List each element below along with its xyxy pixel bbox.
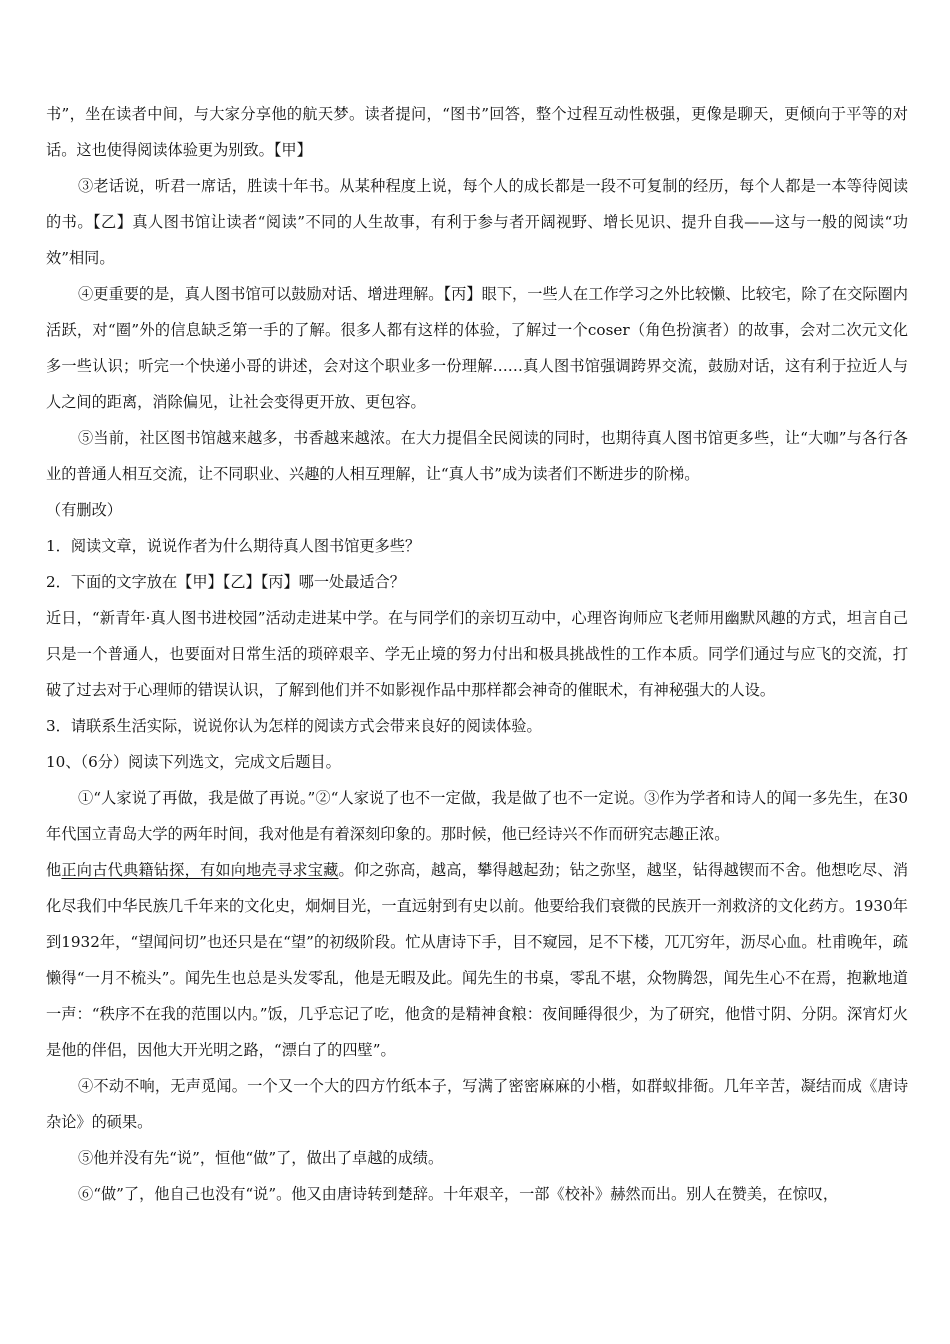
section-10-heading: 10、（6分）阅读下列选文，完成文后题目。 xyxy=(46,753,341,771)
paragraph-5: ⑤当前，社区图书馆越来越多，书香越来越浓。在大力提倡全民阅读的同时，也期待真人图书馆更多些，让“大咖”与各行各业的普通人相互交流，让不同职业、兴趣的人相互理解，让“真人书”成为读者们不断进步的阶梯。 xyxy=(46,429,908,483)
question-3: 3．请联系生活实际，说说你认为怎样的阅读方式会带来良好的阅读体验。 xyxy=(46,717,542,735)
reading-paragraph-5: ⑤他并没有先“说”，恒他“做”了，做出了卓越的成绩。 xyxy=(78,1149,444,1167)
sentence-prefix: 他 xyxy=(46,861,62,879)
question-2: 2．下面的文字放在【甲】【乙】【丙】哪一处最适合？ xyxy=(46,573,405,591)
underlined-sentence: 正向古代典籍钻探，有如向地壳寻求宝藏 xyxy=(61,861,339,879)
reading-paragraph-1: ①“人家说了再做，我是做了再说。”②“人家说了也不一定做，我是做了也不一定说。③作为学者和诗人的闻一多先生，在30年代国立青岛大学的两年时间，我对他是有着深刻印象的。那时候，他已经诗兴不作而研究志趣正浓。 xyxy=(46,789,908,843)
document-page xyxy=(46,96,908,1212)
reading-paragraph-4: ④不动不响，无声觅闻。一个又一个大的四方竹纸本子，写满了密密麻麻的小楷，如群蚁排衙。几年辛苦，凝结而成《唐诗杂论》的硕果。 xyxy=(46,1077,908,1131)
source-note: （有删改） xyxy=(46,501,122,519)
reading-paragraph-6: ⑥“做”了，他自己也没有“说”。他又由唐诗转到楚辞。十年艰辛，一部《校补》赫然而出。别人在赞美，在惊叹， xyxy=(78,1185,839,1203)
question-2-passage: 近日，“新青年·真人图书进校园”活动走进某中学。在与同学们的亲切互动中，心理咨询师应飞老师用幽默风趣的方式，坦言自己只是一个普通人，也要面对日常生活的琐碎艰辛、学无止境的努力付出和极具挑战性的工作本质。同学们通过与应飞的交流，打破了过去对于心理师的错误认识，了解到他们并不如影视作品中那样都会神奇的催眠术，有神秘强大的人设。 xyxy=(46,609,908,699)
paragraph-3: ③老话说，听君一席话，胜读十年书。从某种程度上说，每个人的成长都是一段不可复制的经历，每个人都是一本等待阅读的书。【乙】真人图书馆让读者“阅读”不同的人生故事，有利于参与者开阔视野、增长见识、提升自我——这与一般的阅读“功效”相同。 xyxy=(46,177,908,267)
question-1: 1．阅读文章，说说作者为什么期待真人图书馆更多些？ xyxy=(46,537,421,555)
reading-paragraph-1-continued xyxy=(46,852,908,1068)
paragraph-continuation: 书”，坐在读者中间，与大家分享他的航天梦。读者提问，“图书”回答，整个过程互动性极强，更像是聊天，更倾向于平等的对话。这也使得阅读体验更为别致。【甲】 xyxy=(46,105,908,159)
sentence-suffix: 。仰之弥高，越高，攀得越起劲；钻之弥坚，越坚，钻得越锲而不舍。他想吃尽、消化尽我们中华民族几千年来的文化史，炯炯目光，一直远射到有史以前。他要给我们衰微的民族开一剂救济的文化药方。1930年到1932年，“望闻问切”也还只是在“望”的初级阶段。忙从唐诗下手，目不窥园，足不下楼，兀兀穷年，沥尽心血。杜甫晚年，疏懒得“一月不梳头”。闻先生也总是头发零乱，他是无暇及此。闻先生的书桌，零乱不堪，众物腾怨，闻先生心不在焉，抱歉地道一声：“秩序不在我的范围以内。”饭，几乎忘记了吃，他贪的是精神食粮：夜间睡得很少，为了研究，他惜寸阴、分阴。深宵灯火是他的伴侣，因他大开光明之路，“漂白了的四壁”。 xyxy=(46,861,909,1059)
paragraph-4: ④更重要的是，真人图书馆可以鼓励对话、增进理解。【丙】眼下，一些人在工作学习之外比较懒、比较宅，除了在交际圈内活跃，对“圈”外的信息缺乏第一手的了解。很多人都有这样的体验，了解过一个coser（角色扮演者）的故事，会对二次元文化多一些认识；听完一个快递小哥的讲述，会对这个职业多一份理解……真人图书馆强调跨界交流，鼓励对话，这有利于拉近人与人之间的距离，消除偏见，让社会变得更开放、更包容。 xyxy=(46,285,908,411)
